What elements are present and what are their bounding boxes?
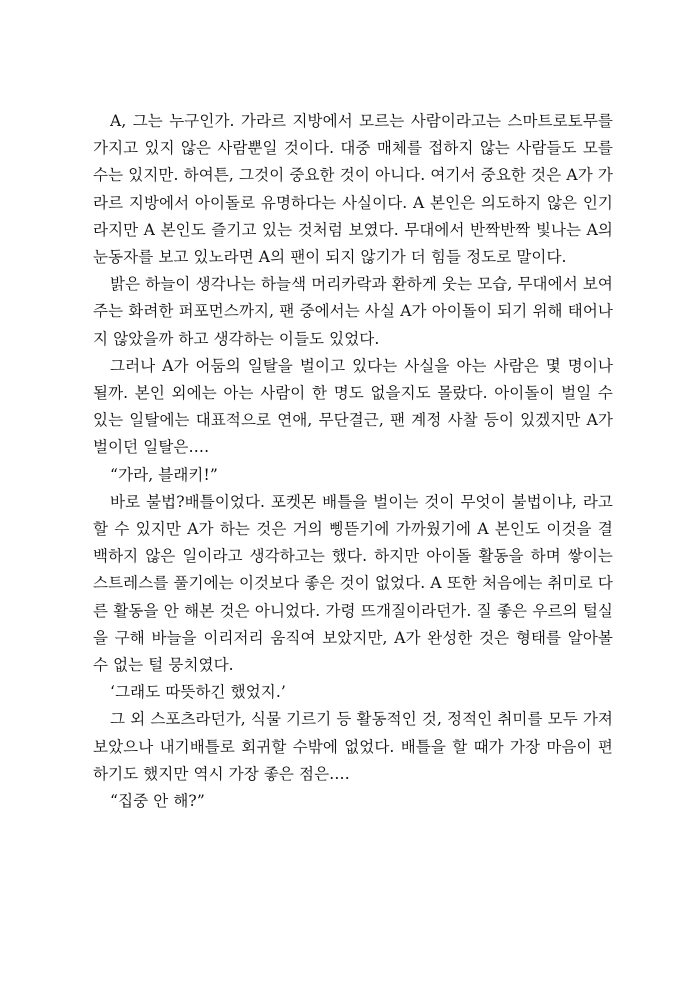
paragraph: 그 외 스포츠라던가, 식물 기르기 등 활동적인 것, 정적인 취미를 모두 가져보았으나 내기배틀로 회귀할 수밖에 없었다. 배틀을 할 때가 가장 마음이 편하기도 했지만 역시 가장 좋은 점은….: [93, 710, 613, 783]
dialogue-line: “가라, 블래키!”: [110, 465, 218, 484]
paragraph: 바로 불법?배틀이었다. 포켓몬 배틀을 벌이는 것이 무엇이 불법이냐, 라고 할 수 있지만 A가 하는 것은 거의 삥뜯기에 가까웠기에 A 본인도 이것을 결백하지 않은 일이라고 생각하고는 했다. 하지만 아이돌 활동을 하며 쌓이는 스트레스를 풀기에는 이것보다 좋은 것이 없었다. A 또한 처음에는 취미로 다른 활동을 안 해본 것은 아니었다. 가령 뜨개질이라던가. 질 좋은 우르의 털실을 구해 바늘을 이리저리 움직여 보았지만, A가 완성한 것은 형태를 알아볼 수 없는 털 뭉치였다.: [93, 492, 613, 675]
paragraph: 밝은 하늘이 생각나는 하늘색 머리카락과 환하게 웃는 모습, 무대에서 보여주는 화려한 퍼포먼스까지, 팬 중에서는 사실 A가 아이돌이 되기 위해 태어나지 않았을까 하고 생각하는 이들도 있었다.: [93, 275, 613, 348]
body-text: [93, 108, 613, 815]
dialogue-line: “집중 안 해?”: [110, 792, 205, 811]
thought-line: ‘그래도 따뜻하긴 했었지.’: [110, 683, 286, 702]
paragraph: A, 그는 누구인가. 가라르 지방에서 모르는 사람이라고는 스마트로토무를 가지고 있지 않은 사람뿐일 것이다. 대중 매체를 접하지 않는 사람들도 모를 수는 있지만. 하여튼, 그것이 중요한 것이 아니다. 여기서 중요한 것은 A가 가라르 지방에서 아이돌로 유명하다는 사실이다. A 본인은 의도하지 않은 인기라지만 A 본인도 즐기고 있는 것처럼 보였다. 무대에서 반짝반짝 빛나는 A의 눈동자를 보고 있노라면 A의 팬이 되지 않기가 더 힘들 정도로 말이다.: [93, 112, 613, 267]
paragraph: 그러나 A가 어둠의 일탈을 벌이고 있다는 사실을 아는 사람은 몇 명이나 될까. 본인 외에는 아는 사람이 한 명도 없을지도 몰랐다. 아이돌이 벌일 수 있는 일탈에는 대표적으로 연애, 무단결근, 팬 계정 사찰 등이 있겠지만 A가 벌이던 일탈은….: [93, 356, 613, 457]
